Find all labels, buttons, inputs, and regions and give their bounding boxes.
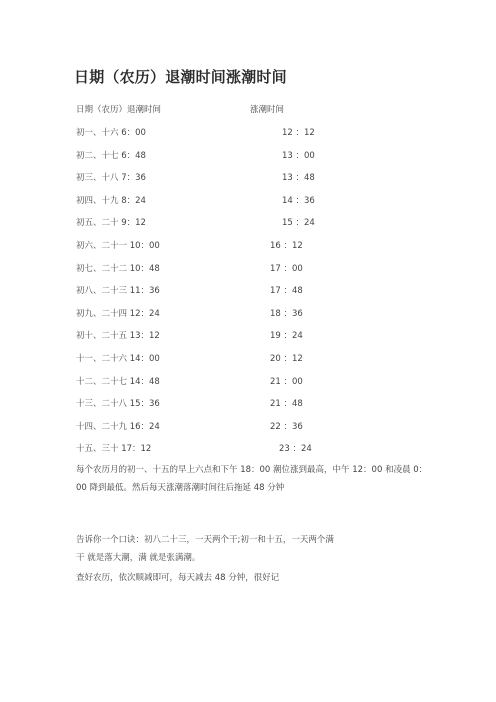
header-flood-time: 涨潮时间: [250, 105, 285, 115]
note-mnemonic: 告诉你一个口诀：初八二十三，一天两个干;初一和十五，一天两个满: [76, 535, 334, 545]
flood-cell: 16 ：12: [270, 240, 303, 251]
table-row: [76, 194, 436, 217]
tide-table: [76, 126, 436, 465]
ebb-cell: 初八、二十三 11：36: [76, 286, 160, 297]
ebb-cell: 初二、十七 6：48: [76, 150, 146, 161]
ebb-cell: 初十、二十五 13：12: [76, 331, 160, 342]
table-row: [76, 284, 436, 307]
flood-cell: 18 ：36: [270, 308, 303, 319]
table-row: [76, 307, 436, 330]
ebb-cell: 初三、十八 7：36: [76, 173, 146, 184]
table-row: [76, 375, 436, 398]
flood-cell: 21 ：00: [270, 376, 303, 387]
header-ebb-time: 日期（农历）退潮时间: [76, 105, 162, 115]
flood-cell: 12 ：12: [282, 128, 315, 138]
table-row: [76, 420, 436, 443]
table-row: [76, 352, 436, 375]
ebb-cell: 初六、二十一 10：00: [76, 240, 160, 251]
table-header: [76, 103, 285, 115]
flood-cell: 17 ：00: [270, 263, 303, 274]
flood-cell: 13 ：48: [282, 173, 315, 184]
flood-cell: 21 ：48: [270, 399, 303, 410]
page-title: 日期（农历）退潮时间涨潮时间: [74, 68, 287, 86]
table-row: [76, 216, 436, 239]
ebb-cell: 初五、二十 9：12: [76, 218, 146, 229]
note-tip: 查好农历，依次顺减即可，每天减去 48 分钟，很好记: [76, 573, 280, 583]
table-row: [76, 262, 436, 285]
flood-cell: 22 ：36: [270, 421, 303, 432]
note-explanation: 干 就是落大潮，满 就是张满潮。: [76, 553, 201, 563]
flood-cell: 19 ：24: [270, 331, 303, 342]
flood-cell: 17 ：48: [270, 286, 303, 297]
table-row: [76, 329, 436, 352]
ebb-cell: 十二、二十七 14：48: [76, 376, 160, 387]
table-row: [76, 397, 436, 420]
flood-cell: 14 ：36: [282, 195, 315, 206]
table-row: [76, 149, 436, 172]
ebb-cell: 十三、二十八 15：36: [76, 399, 160, 410]
ebb-cell: 初一、十六 6：00: [76, 128, 146, 138]
ebb-cell: 初四、十九 8：24: [76, 195, 146, 206]
ebb-cell: 十四、二十九 16：24: [76, 421, 160, 432]
flood-cell: 15 ：24: [282, 218, 315, 229]
table-row: [76, 126, 436, 149]
flood-cell: 20 ：12: [270, 353, 303, 364]
flood-cell: 13 ：00: [282, 150, 315, 161]
note-paragraph: 每个农历月的初一、十五的早上六点和下午 18：00 潮位涨到最高，中午 12：00 和凌晨 0：00 降到最低。然后每天涨潮落潮时间往后拖延 48 分钟: [76, 465, 428, 493]
table-row: [76, 239, 436, 262]
ebb-cell: 十五、三十 17：12: [76, 444, 152, 455]
ebb-cell: 初九、二十四 12：24: [76, 308, 160, 319]
ebb-cell: 十一、二十六 14：00: [76, 353, 160, 364]
table-row: [76, 171, 436, 194]
ebb-cell: 初七、二十二 10：48: [76, 263, 160, 274]
flood-cell: 23 ：24: [279, 444, 312, 455]
